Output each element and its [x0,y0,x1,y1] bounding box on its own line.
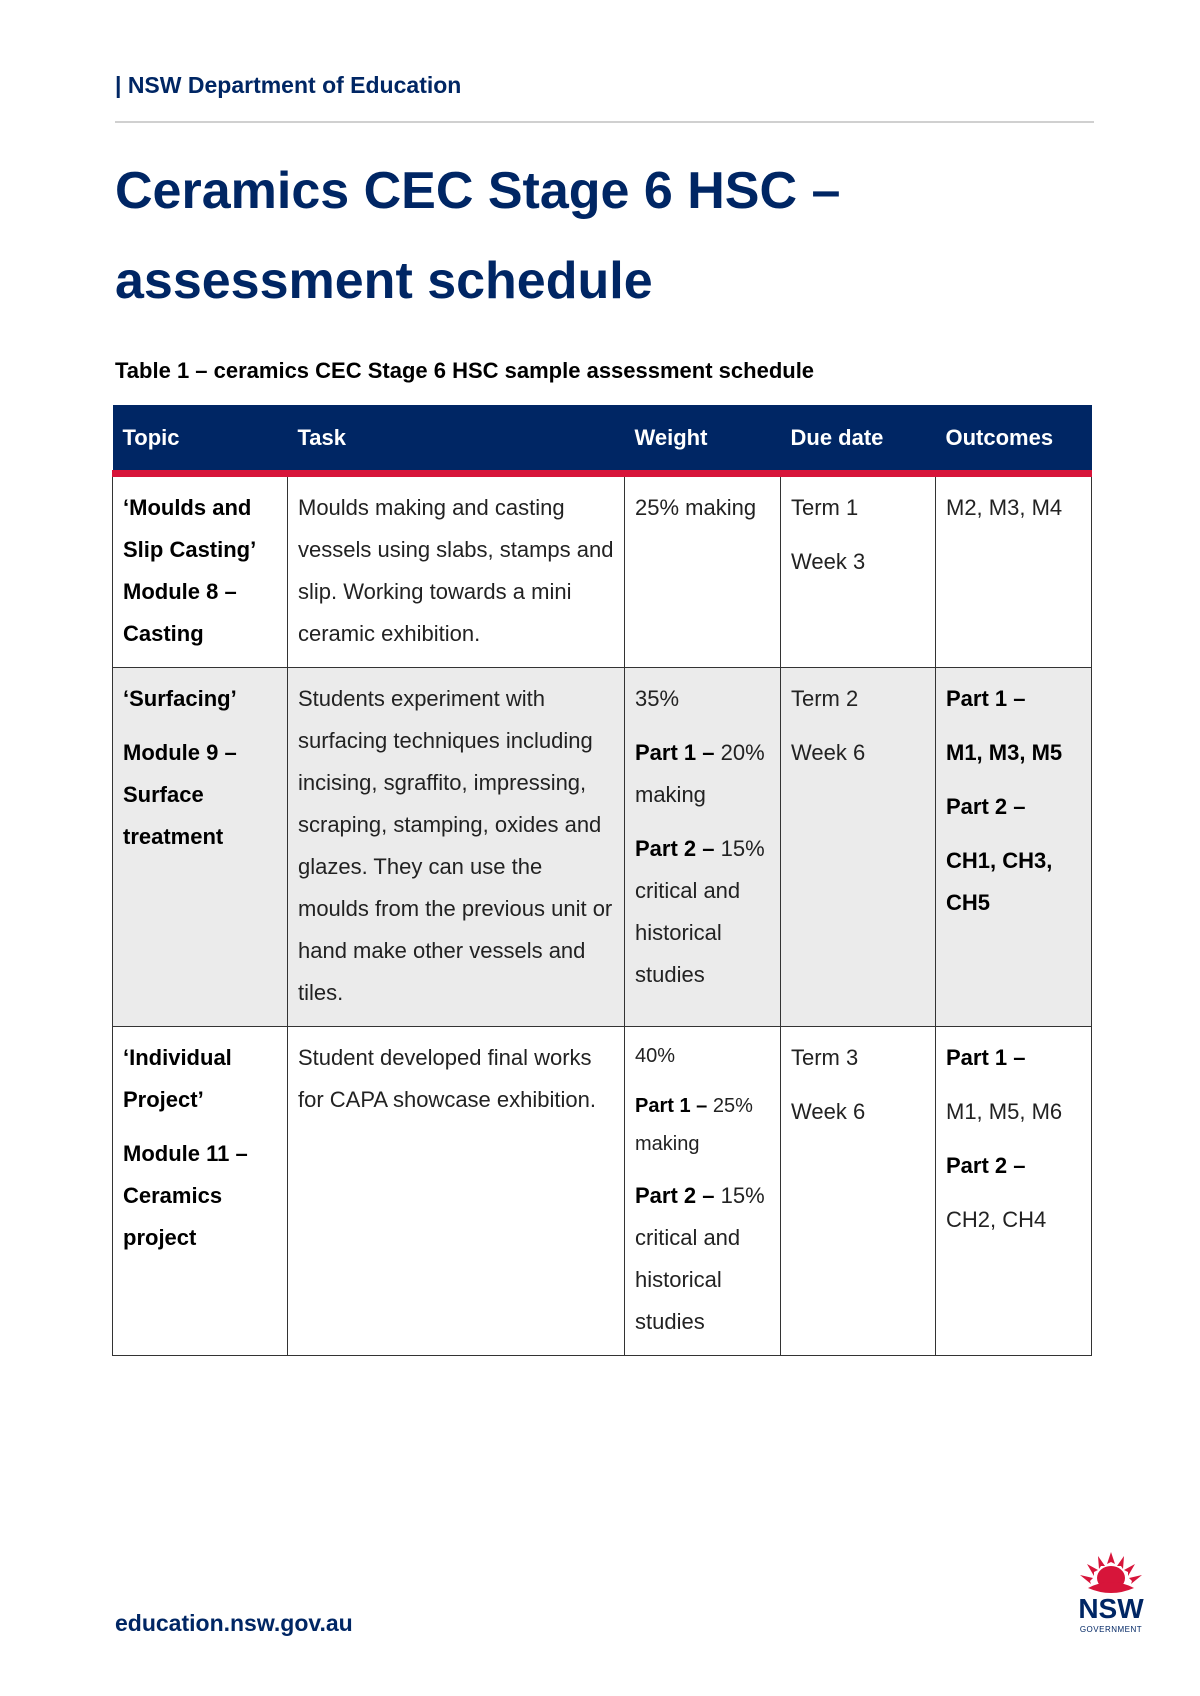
table-row [113,474,1092,668]
weight-part-2-text: 15% critical and historical studies [635,836,765,987]
outcomes-part-1-label: Part 1 – [946,686,1026,711]
outcomes-part-2-label: Part 2 – [946,1153,1026,1178]
table-caption: Table 1 – ceramics CEC Stage 6 HSC sample assessment schedule [115,358,815,383]
footer-url: education.nsw.gov.au [115,1610,353,1636]
outcomes-part-1-label: Part 1 – [946,1045,1026,1070]
col-header-weight: Weight [625,405,781,474]
task-cell [288,1027,625,1356]
outcomes-cell [936,1027,1092,1356]
weight-part-1 [635,1087,770,1163]
weight-part-2-label: Part 2 – [635,836,715,861]
weight-part-1 [635,732,770,816]
due-week: Week 6 [791,1099,866,1124]
header-divider [115,121,1094,123]
col-header-due-date: Due date [781,405,936,474]
logo-subtext: GOVERNMENT [1079,1625,1143,1634]
logo-text: NSW [1078,1593,1144,1624]
weight-part-1-label: Part 1 – [635,1095,708,1117]
weight-part-2-text: 15% critical and historical studies [635,1183,765,1334]
task-text: Student developed final works for CAPA showcase exhibition. [298,1045,596,1112]
weight-part-1-label: Part 1 – [635,740,715,765]
outcomes-part-2-text: CH1, CH3, CH5 [946,848,1053,915]
weight-total: 25% making [635,495,757,520]
weight-total: 35% [635,686,680,711]
due-date-cell [781,1027,936,1356]
outcomes-text: M2, M3, M4 [946,495,1063,520]
nsw-government-logo [1068,1548,1154,1638]
due-term: Term 1 [791,495,859,520]
table-row [113,668,1092,1027]
table-header-row [113,405,1092,474]
waratah-icon [1080,1552,1142,1593]
col-header-task: Task [288,405,625,474]
due-date-cell [781,474,936,668]
topic-module: Module 9 – Surface treatment [123,740,237,849]
due-term: Term 2 [791,686,859,711]
weight-cell [625,474,781,668]
table-row [113,1027,1092,1356]
topic-cell [113,474,288,668]
weight-part-2 [635,1175,770,1343]
due-term: Term 3 [791,1045,859,1070]
col-header-topic: Topic [113,405,288,474]
outcomes-part-1-text: M1, M5, M6 [946,1099,1063,1124]
topic-name: ‘Surfacing’ [123,686,237,711]
weight-part-2 [635,828,770,996]
outcomes-part-2-label: Part 2 – [946,794,1026,819]
outcomes-cell [936,668,1092,1027]
topic-cell [113,1027,288,1356]
assessment-table [112,405,1092,1356]
weight-part-2-label: Part 2 – [635,1183,715,1208]
outcomes-part-2-text: CH2, CH4 [946,1207,1047,1232]
due-week: Week 3 [791,549,866,574]
weight-part-1-text: 20% making [635,740,765,807]
outcomes-part-1-text: M1, M3, M5 [946,740,1063,765]
task-cell [288,474,625,668]
col-header-outcomes: Outcomes [936,405,1092,474]
topic-name: ‘Individual Project’ [123,1045,232,1112]
task-cell [288,668,625,1027]
task-text: Students experiment with surfacing techniques including incising, sgraffito, impressing, scraping, stamping, oxides and glazes. They can use the moulds from the previous unit or hand make other vessels and tiles. [298,686,613,1005]
weight-total: 40% [635,1045,676,1067]
topic-text: ‘Moulds and Slip Casting’ Module 8 – Casting [123,495,256,646]
weight-cell [625,1027,781,1356]
page-title: Ceramics CEC Stage 6 HSC – assessment schedule [115,162,841,310]
topic-module: Module 11 – Ceramics project [123,1141,248,1250]
topic-cell [113,668,288,1027]
weight-part-1-text: 25% making [635,1095,753,1155]
due-week: Week 6 [791,740,866,765]
due-date-cell [781,668,936,1027]
weight-cell [625,668,781,1027]
header-org: | NSW Department of Education [115,72,462,98]
task-text: Moulds making and casting vessels using slabs, stamps and slip. Working towards a mini ceramic exhibition. [298,495,614,646]
outcomes-cell [936,474,1092,668]
